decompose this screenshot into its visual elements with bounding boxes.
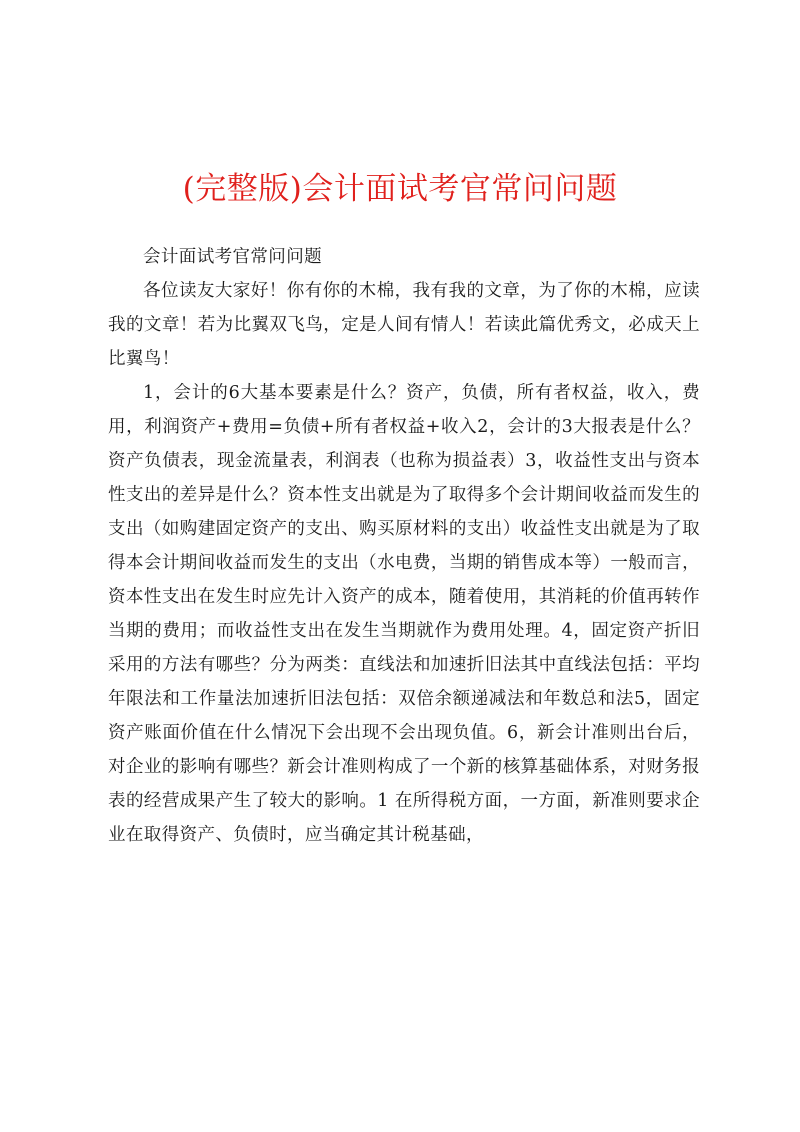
document-title: (完整版)会计面试考官常问问题: [182, 171, 618, 207]
document-body: [108, 240, 700, 852]
subtitle-paragraph: 会计面试考官常问问题: [143, 247, 322, 267]
content-paragraph: 1，会计的6大基本要素是什么？资产，负债，所有者权益，收入，费用，利润资产+费用=负债+所有者权益+收入2，会计的3大报表是什么？资产负债表，现金流量表，利润表（也称为损益表）3，收益性支出与资本性支出的差异是什么？资本性支出就是为了取得多个会计期间收益而发生的支出（如购建固定资产的支出、购买原材料的支出）收益性支出就是为了取得本会计期间收益而发生的支出（水电费，当期的销售成本等）一般而言，资本性支出在发生时应先计入资产的成本，随着使用，其消耗的价值再转作当期的费用；而收益性支出在发生当期就作为费用处理。4，固定资产折旧采用的方法有哪些？分为两类：直线法和加速折旧法其中直线法包括：平均年限法和工作量法加速折旧法包括：双倍余额递减法和年数总和法5，固定资产账面价值在什么情况下会出现不会出现负值。6，新会计准则出台后，对企业的影响有哪些？新会计准则构成了一个新的核算基础体系，对财务报表的经营成果产生了较大的影响。1 在所得税方面，一方面，新准则要求企业在取得资产、负债时，应当确定其计税基础，: [108, 383, 700, 845]
greeting-paragraph: 各位读友大家好！你有你的木棉，我有我的文章，为了你的木棉，应读我的文章！若为比翼双飞鸟，定是人间有情人！若读此篇优秀文，必成天上比翼鸟！: [108, 281, 700, 369]
